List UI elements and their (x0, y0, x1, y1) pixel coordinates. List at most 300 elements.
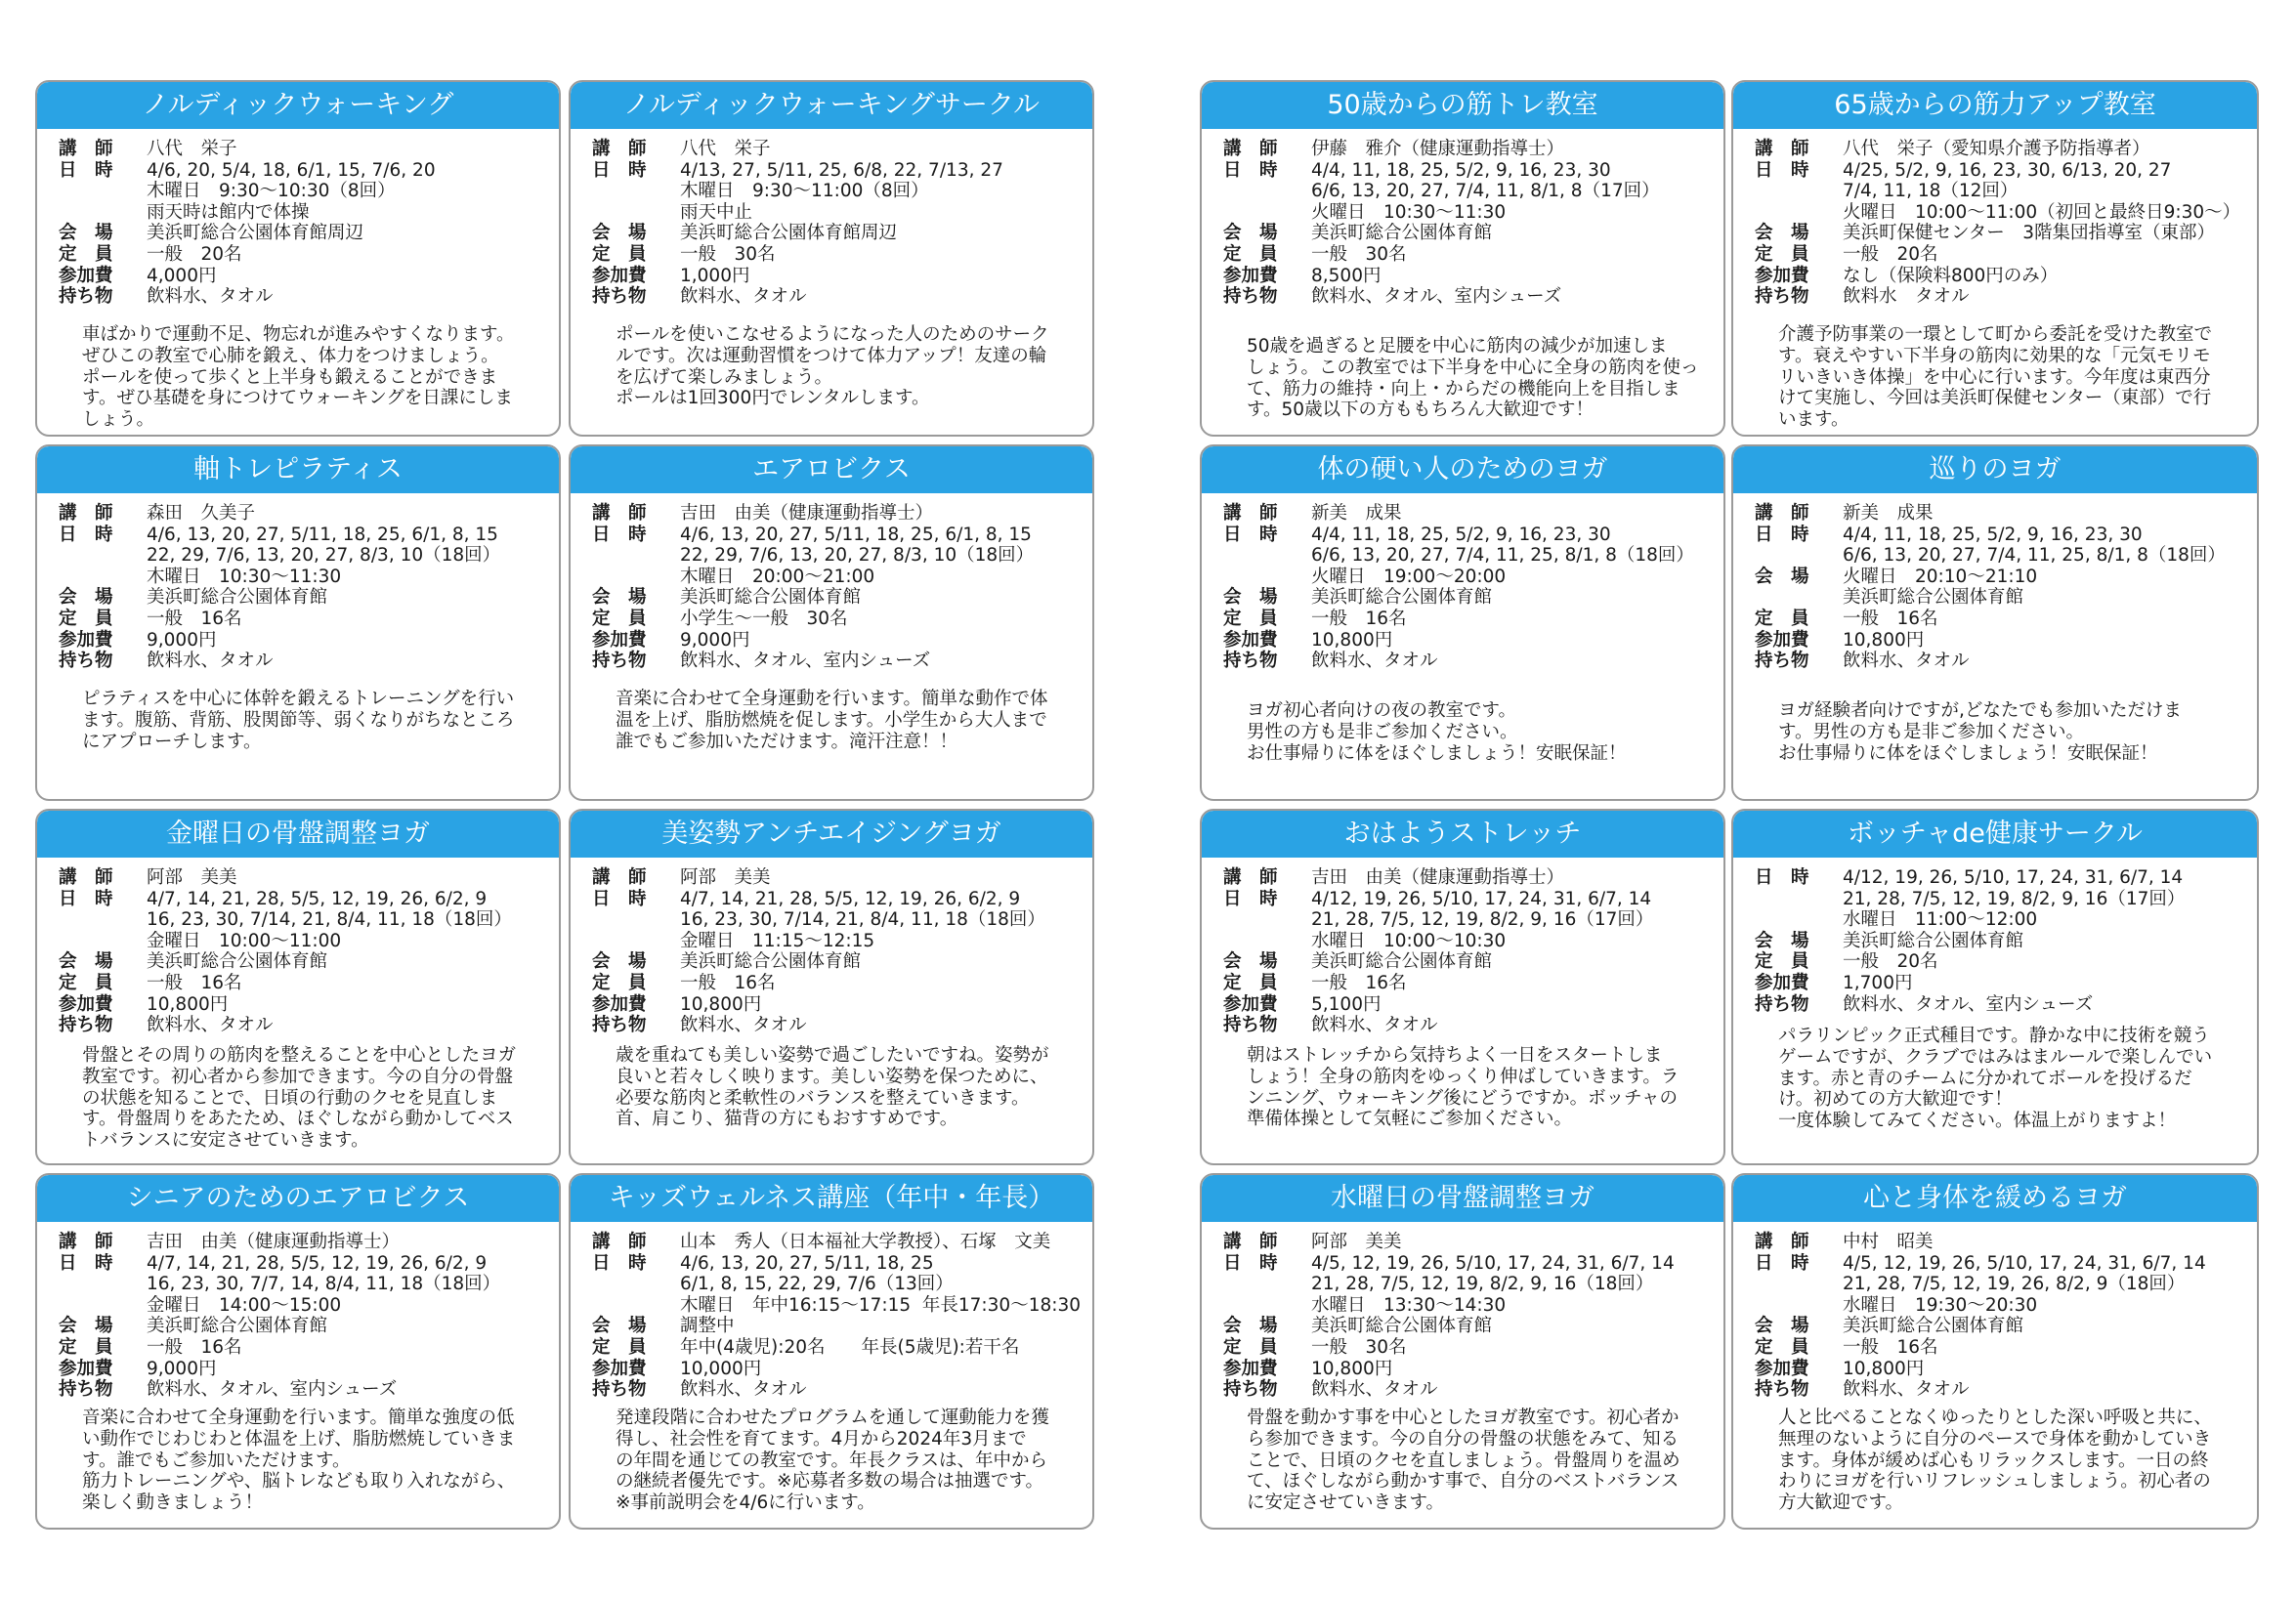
info-row (59, 244, 549, 266)
info-value: 飲料水 タオル (1843, 286, 1970, 308)
info-label: 会 場 (1223, 223, 1278, 244)
card-description: 車ばかりで運動不足、物忘れが進みやすくなります。 ぜひこの教室で心肺を鍛え、体力をつけましょう。 ポールを使って歩くと上半身も鍛えることができま す。ぜひ基礎を身につけてウォーキングを日課にしま しょう。 (82, 324, 515, 431)
info-label: 定 員 (1755, 608, 1809, 629)
info-value: 八代 栄子 (680, 139, 771, 159)
info-value: 新美 成果 (1311, 503, 1402, 524)
info-label: 持ち物 (1755, 993, 1809, 1015)
info-value: 調整中 (680, 1316, 735, 1337)
info-label: 講 師 (59, 503, 113, 524)
card-title: 金曜日の骨盤調整ヨガ (37, 811, 559, 858)
info-label: 持ち物 (1223, 1015, 1278, 1036)
info-row (592, 1359, 1083, 1380)
info-value: 10,800円 (1843, 629, 1925, 651)
info-value: 美浜町総合公園体育館周辺 (680, 223, 898, 244)
info-row (592, 867, 1083, 889)
info-value: 八代 栄子（愛知県介護予防指導者） (1843, 139, 2150, 159)
info-row (1223, 1337, 1714, 1359)
info-value: 5,100円 (1311, 993, 1382, 1015)
info-label: 定 員 (59, 608, 113, 629)
info-row (1755, 1359, 2247, 1380)
card-title: ボッチャde健康サークル (1733, 811, 2257, 858)
info-row (1755, 973, 2247, 994)
info-label: 講 師 (59, 867, 113, 888)
info-value: 美浜町総合公園体育館 (147, 587, 328, 609)
info-value: 一般 16名 (147, 608, 242, 629)
info-value: 10,800円 (1843, 1358, 1925, 1379)
info-row (59, 630, 549, 651)
info-rows (59, 867, 549, 1036)
info-value: 美浜町総合公園体育館 (1311, 223, 1493, 244)
info-label: 定 員 (1223, 243, 1278, 265)
info-rows (592, 139, 1083, 308)
info-row (592, 994, 1083, 1016)
card-title: 巡りのヨガ (1733, 446, 2257, 493)
info-label: 持ち物 (59, 1379, 113, 1401)
info-row (1223, 587, 1714, 609)
info-rows (1223, 503, 1714, 672)
info-label: 会 場 (592, 1316, 647, 1337)
info-row (59, 160, 549, 224)
card-description: ヨガ初心者向けの夜の教室です。 男性の方も是非ご参加ください。 お仕事帰りに体をほぐしましょう！安眠保証！ (1247, 700, 1627, 764)
info-row (1223, 630, 1714, 651)
info-value: 一般 20名 (1843, 243, 1938, 265)
info-value: 阿部 美美 (1311, 1232, 1402, 1252)
card-description: 歳を重ねても美しい姿勢で過ごしたいですね。姿勢が 良いと若々しく映ります。美しい姿勢を保つために、 必要な筋肉と柔軟性のバランスを整えていきます。 首、肩こり、猫背の方にもおすすめです。 (616, 1045, 1049, 1130)
card-description: ポールを使いこなせるようになった人のためのサーク ルです。次は運動習慣をつけて体力アップ！友達の輪 を広げて楽しみましょう。 ポールは1回300円でレンタルします。 (616, 324, 1049, 409)
info-label: 定 員 (1755, 951, 1809, 973)
info-label: 日 時 (59, 1252, 113, 1274)
info-row (1223, 889, 1714, 952)
info-value: 飲料水、タオル (1311, 1015, 1438, 1036)
info-row (592, 973, 1083, 994)
card-aerobics (569, 444, 1094, 801)
card-title: 美姿勢アンチエイジングヨガ (571, 811, 1092, 858)
info-value: 1,700円 (1843, 972, 1913, 993)
info-label: 会 場 (1223, 951, 1278, 973)
info-row (592, 503, 1083, 525)
info-value: 一般 20名 (1843, 951, 1938, 973)
info-row (1755, 1253, 2247, 1317)
info-row (1755, 160, 2247, 224)
info-label: 会 場 (59, 223, 113, 244)
card-description: 骨盤を動かす事を中心としたヨガ教室です。初心者か ら参加できます。今の自分の骨盤の状態をみて、知る ことで、日頃のクセを直しましょう。骨盤周りを温め て、ほぐしながら動かす事で、自分のベストバランス に安定させていきます。 (1247, 1408, 1680, 1514)
info-value: 4/25, 5/2, 9, 16, 23, 30, 6/13, 20, 27 7/4, 11, 18（12回） 火曜日 10:00〜11:00（初回と最終日9:30〜） (1843, 159, 2241, 223)
info-label: 持ち物 (1755, 286, 1809, 308)
info-row (1223, 1232, 1714, 1253)
info-value: 10,800円 (1311, 1358, 1393, 1379)
info-row (1223, 651, 1714, 672)
info-rows (592, 503, 1083, 672)
card-relax-yoga (1731, 1173, 2259, 1530)
info-rows (1755, 139, 2247, 308)
info-value: 飲料水、タオル (147, 286, 274, 308)
info-value: 10,800円 (1311, 629, 1393, 651)
info-row (1223, 244, 1714, 266)
info-label: 定 員 (592, 1336, 647, 1358)
card-description: 音楽に合わせて全身運動を行います。簡単な動作で体 温を上げ、脂肪燃焼を促します。小学生から大人まで 誰でもご参加いただけます。滝汗注意！！ (616, 689, 1048, 752)
info-label: 会 場 (59, 587, 113, 609)
info-label: 参加費 (1223, 629, 1278, 651)
info-label: 定 員 (59, 1336, 113, 1358)
info-rows (592, 1232, 1083, 1401)
info-label: 持ち物 (592, 286, 647, 308)
info-value: 吉田 由美（健康運動指導士） (680, 503, 934, 524)
info-value: 一般 16名 (1311, 608, 1407, 629)
info-row (592, 651, 1083, 672)
card-senior-aerobics (35, 1173, 561, 1530)
info-row (1223, 503, 1714, 525)
info-row (59, 1253, 549, 1317)
card-morning-stretch (1200, 809, 1725, 1165)
card-title: おはようストレッチ (1202, 811, 1723, 858)
info-label: 会 場 (59, 1316, 113, 1337)
info-label: 参加費 (1755, 1358, 1809, 1379)
info-value: 4/12, 19, 26, 5/10, 17, 24, 31, 6/7, 14 21, 28, 7/5, 12, 19, 8/2, 9, 16（17回） 水曜日 11:00〜12:00 (1843, 867, 2186, 931)
info-value: 美浜町総合公園体育館 (147, 1316, 328, 1337)
info-row (592, 223, 1083, 244)
info-value: 一般 16名 (1311, 972, 1407, 993)
info-label: 会 場 (1223, 587, 1278, 609)
info-value: 一般 16名 (680, 972, 776, 993)
info-row (1755, 1379, 2247, 1401)
info-label: 講 師 (592, 503, 647, 524)
info-row (1223, 139, 1714, 160)
info-value: 一般 30名 (1311, 243, 1407, 265)
info-row (1223, 1015, 1714, 1036)
card-description: 音楽に合わせて全身運動を行います。簡単な強度の低 い動作でじわじわと体温を上げ、脂肪燃焼していきま す。誰でもご参加いただけます。 筋力トレーニングや、脳トレなども取り入れながら、 楽しく動きましょう！ (82, 1408, 516, 1514)
info-value: 飲料水、タオル (1311, 651, 1438, 672)
info-value: 美浜町総合公園体育館 (1311, 951, 1493, 973)
info-row (1755, 867, 2247, 931)
info-row (592, 266, 1083, 287)
info-label: 参加費 (59, 1358, 113, 1379)
info-row (592, 889, 1083, 952)
info-value: 飲料水、タオル (147, 651, 274, 672)
info-value: 4/5, 12, 19, 26, 5/10, 17, 24, 31, 6/7, 14 21, 28, 7/5, 12, 19, 8/2, 9, 16（18回） 水曜日 13:30〜14:30 (1311, 1252, 1675, 1316)
info-value: 4/5, 12, 19, 26, 5/10, 17, 24, 31, 6/7, 14 21, 28, 7/5, 12, 19, 26, 8/2, 9（18回） 水曜日 19:30〜20:30 (1843, 1252, 2206, 1316)
info-label: 日 時 (1223, 888, 1278, 909)
info-label: 日 時 (59, 159, 113, 181)
info-label: 定 員 (1223, 972, 1278, 993)
info-value: 飲料水、タオル (680, 1379, 807, 1401)
card-title: シニアのためのエアロビクス (37, 1175, 559, 1222)
info-row (59, 1316, 549, 1337)
info-value: 4/6, 20, 5/4, 18, 6/1, 15, 7/6, 20 木曜日 9:30〜10:30（8回） 雨天時は館内で体操 (147, 159, 436, 223)
info-label: 日 時 (592, 159, 647, 181)
info-row (1223, 994, 1714, 1016)
info-value: 飲料水、タオル、室内シューズ (1311, 286, 1562, 308)
info-label: 講 師 (1223, 867, 1278, 888)
info-value: 飲料水、タオル、室内シューズ (680, 651, 931, 672)
info-row (59, 286, 549, 308)
info-value: 飲料水、タオル (1843, 1379, 1970, 1401)
info-label: 日 時 (1223, 524, 1278, 545)
info-label: 講 師 (592, 867, 647, 888)
card-description: 人と比べることなくゆったりとした深い呼吸と共に、 無理のないように自分のペースで身体を動かしていき ます。身体が緩めば心もリラックスします。一日の終 わりにヨガを行いリフレッシュしましょう。初心者の 方大歓迎です。 (1778, 1408, 2212, 1514)
info-row (59, 1359, 549, 1380)
info-row (592, 1232, 1083, 1253)
info-row (59, 587, 549, 609)
info-row (1223, 223, 1714, 244)
info-label: 会 場 (59, 951, 113, 973)
info-row (59, 1015, 549, 1036)
info-label: 定 員 (1755, 243, 1809, 265)
info-row (59, 503, 549, 525)
info-row (592, 1316, 1083, 1337)
info-value: 4/12, 19, 26, 5/10, 17, 24, 31, 6/7, 14 21, 28, 7/5, 12, 19, 8/2, 9, 16（17回） 水曜日 10:00〜10:30 (1311, 888, 1654, 951)
info-value: 美浜町総合公園体育館周辺 (147, 223, 364, 244)
card-title: 軸トレピラティス (37, 446, 559, 493)
info-row (592, 1337, 1083, 1359)
info-row (1755, 567, 2247, 609)
info-row (592, 139, 1083, 160)
info-value: なし（保険料800円のみ） (1843, 265, 2059, 286)
info-label: 日 時 (59, 524, 113, 545)
info-row (59, 266, 549, 287)
info-value: 山本 秀人（日本福祉大学教授）、石塚 文美 (680, 1232, 1051, 1252)
info-rows (1755, 1232, 2247, 1401)
info-label: 参加費 (59, 265, 113, 286)
info-label: 参加費 (1223, 1358, 1278, 1379)
info-value: 火曜日 20:10〜21:10 美浜町総合公園体育館 (1843, 566, 2038, 609)
info-label: 講 師 (1755, 1232, 1809, 1252)
info-label: 日 時 (592, 1252, 647, 1274)
info-value: 4/7, 14, 21, 28, 5/5, 12, 19, 26, 6/2, 9 16, 23, 30, 7/7, 14, 8/4, 11, 18（18回） 金曜日 14:00〜15:00 (147, 1252, 501, 1316)
card-description: ヨガ経験者向けですが,どなたでも参加いただけま す。男性の方も是非ご参加ください。 お仕事帰りに体をほぐしましょう！安眠保証！ (1778, 700, 2182, 764)
info-label: 参加費 (1755, 265, 1809, 286)
info-label: 日 時 (1223, 1252, 1278, 1274)
info-row (592, 525, 1083, 588)
info-rows (1755, 867, 2247, 1015)
info-label: 講 師 (1755, 503, 1809, 524)
info-label: 定 員 (1223, 608, 1278, 629)
card-boccia-circle (1731, 809, 2259, 1165)
card-description: 朝はストレッチから気持ちよく一日をスタートしま しょう！全身の筋肉をゆっくり伸ばしていきます。ラ ンニング、ウォーキング後にどうですか。ボッチャの 準備体操として気軽にご参加ください。 (1247, 1045, 1679, 1130)
info-row (1755, 139, 2247, 160)
info-label: 参加費 (592, 1358, 647, 1379)
info-value: 小学生〜一般 30名 (680, 608, 848, 629)
card-description: 介護予防事業の一環として町から委託を受けた教室で す。衰えやすい下半身の筋肉に効果的な「元気モリモ リいきいき体操」を中心に行います。今年度は東西分 けて実施し、今回は美浜町保健センター（東部）で行 います。 (1778, 324, 2213, 431)
info-label: 会 場 (1755, 1316, 1809, 1337)
info-value: 飲料水、タオル、室内シューズ (1843, 993, 2094, 1015)
info-row (1223, 609, 1714, 630)
info-row (1755, 931, 2247, 952)
info-value: 八代 栄子 (147, 139, 237, 159)
info-label: 持ち物 (59, 286, 113, 308)
info-value: 美浜町総合公園体育館 (1311, 1316, 1493, 1337)
info-value: 8,500円 (1311, 265, 1382, 286)
info-value: 飲料水、タオル (680, 286, 807, 308)
info-value: 飲料水、タオル (1311, 1379, 1438, 1401)
info-row (592, 1253, 1083, 1317)
info-label: 日 時 (1755, 159, 1809, 181)
info-value: 1,000円 (680, 265, 750, 286)
info-value: 9,000円 (147, 1358, 217, 1379)
info-label: 参加費 (592, 265, 647, 286)
info-row (1755, 651, 2247, 672)
info-value: 一般 16名 (1843, 608, 1938, 629)
info-label: 会 場 (592, 587, 647, 609)
info-value: 一般 16名 (147, 972, 242, 993)
info-label: 参加費 (1223, 993, 1278, 1015)
info-row (592, 244, 1083, 266)
card-strength-50 (1200, 80, 1725, 437)
info-label: 講 師 (592, 1232, 647, 1252)
info-row (1223, 286, 1714, 308)
info-row (592, 951, 1083, 973)
info-label: 参加費 (59, 993, 113, 1015)
info-value: 4/6, 13, 20, 27, 5/11, 18, 25, 6/1, 8, 15 22, 29, 7/6, 13, 20, 27, 8/3, 10（18回） 木曜日 20:00〜21:00 (680, 524, 1035, 587)
info-label: 参加費 (592, 629, 647, 651)
info-label: 日 時 (1755, 524, 1809, 545)
info-row (1223, 951, 1714, 973)
info-label: 講 師 (59, 1232, 113, 1252)
info-value: 美浜町総合公園体育館 (147, 951, 328, 973)
info-row (1755, 525, 2247, 567)
info-label: 定 員 (59, 243, 113, 265)
info-label: 講 師 (1223, 1232, 1278, 1252)
info-row (59, 1232, 549, 1253)
info-label: 講 師 (59, 139, 113, 159)
info-label: 会 場 (592, 223, 647, 244)
card-description: パラリンピック正式種目です。静かな中に技術を競う ゲームですが、クラブではみはまルールで楽しんでい ます。赤と青のチームに分かれてボールを投げるだ け。初めての方大歓迎です！ 一度体験してみてください。体温上がりますよ！ (1778, 1026, 2213, 1132)
info-value: 4/7, 14, 21, 28, 5/5, 12, 19, 26, 6/2, 9 16, 23, 30, 7/14, 21, 8/4, 11, 18（18回） 金曜日 10:00〜11:00 (147, 888, 512, 951)
info-value: 一般 30名 (680, 243, 776, 265)
info-value: 美浜町総合公園体育館 (1843, 1316, 2024, 1337)
card-kids-wellness (569, 1173, 1094, 1530)
card-description: 50歳を過ぎると足腰を中心に筋肉の減少が加速しま しょう。この教室では下半身を中心に全身の筋肉を使っ て、筋力の維持・向上・からだの機能向上を目指しま す。50歳以下の方ももちろん大歓迎です！ (1247, 336, 1699, 421)
info-label: 定 員 (592, 608, 647, 629)
card-description: ピラティスを中心に体幹を鍛えるトレーニングを行い ます。腹筋、背筋、股関節等、弱くなりがちなところ にアプローチします。 (82, 689, 515, 752)
info-label: 持ち物 (1223, 286, 1278, 308)
info-row (59, 994, 549, 1016)
info-value: 10,000円 (680, 1358, 762, 1379)
info-label: 持ち物 (592, 1379, 647, 1401)
info-label: 定 員 (1223, 1336, 1278, 1358)
info-value: 阿部 美美 (147, 867, 237, 888)
info-label: 講 師 (1223, 139, 1278, 159)
info-value: 美浜町総合公園体育館 (1843, 930, 2024, 951)
info-rows (59, 139, 549, 308)
info-value: 飲料水、タオル (1843, 651, 1970, 672)
info-value: 伊藤 雅介（健康運動指導士） (1311, 139, 1565, 159)
info-label: 会 場 (1755, 566, 1809, 587)
info-value: 一般 16名 (147, 1336, 242, 1358)
info-label: 定 員 (592, 972, 647, 993)
info-value: 飲料水、タオル (147, 1015, 274, 1036)
info-value: 一般 16名 (1843, 1336, 1938, 1358)
info-row (59, 951, 549, 973)
info-label: 日 時 (1755, 867, 1809, 888)
card-description: 発達段階に合わせたプログラムを通して運動能力を獲 得し、社会性を育てます。4月から2024年3月まで の年間を通じての教室です。年長クラスは、年中から の継続者優先です。※応募者多数の場合は抽選です。 ※事前説明会を4/6に行います。 (616, 1408, 1049, 1514)
info-row (59, 973, 549, 994)
info-value: 4/4, 11, 18, 25, 5/2, 9, 16, 23, 30 6/6, 13, 20, 27, 7/4, 11, 25, 8/1, 8（18回） 火曜日 19:00〜20:00 (1311, 524, 1694, 587)
info-value: 4,000円 (147, 265, 217, 286)
info-value: 新美 成果 (1843, 503, 1934, 524)
info-value: 9,000円 (147, 629, 217, 651)
info-label: 日 時 (1755, 1252, 1809, 1274)
card-title: エアロビクス (571, 446, 1092, 493)
info-rows (59, 503, 549, 672)
info-label: 会 場 (1223, 1316, 1278, 1337)
info-value: 中村 昭美 (1843, 1232, 1934, 1252)
info-value: 10,800円 (147, 993, 229, 1015)
card-title: ノルディックウォーキングサークル (571, 82, 1092, 129)
info-label: 定 員 (592, 243, 647, 265)
info-value: 阿部 美美 (680, 867, 771, 888)
info-row (592, 1015, 1083, 1036)
info-value: 9,000円 (680, 629, 750, 651)
info-row (1223, 266, 1714, 287)
info-label: 日 時 (1223, 159, 1278, 181)
info-row (1755, 994, 2247, 1016)
info-rows (1223, 867, 1714, 1036)
info-row (1223, 1316, 1714, 1337)
info-label: 持ち物 (1223, 651, 1278, 672)
info-value: 4/4, 11, 18, 25, 5/2, 9, 16, 23, 30 6/6, 13, 20, 27, 7/4, 11, 8/1, 8（17回） 火曜日 10:30〜11:30 (1311, 159, 1660, 223)
info-label: 参加費 (59, 629, 113, 651)
info-value: 飲料水、タオル、室内シューズ (147, 1379, 398, 1401)
info-row (59, 609, 549, 630)
info-label: 持ち物 (1755, 1379, 1809, 1401)
card-pilates (35, 444, 561, 801)
info-row (1223, 1379, 1714, 1401)
info-value: 美浜町総合公園体育館 (680, 587, 862, 609)
info-row (1755, 951, 2247, 973)
info-row (1223, 973, 1714, 994)
info-value: 森田 久美子 (147, 503, 256, 524)
info-label: 定 員 (1755, 1336, 1809, 1358)
info-row (1755, 266, 2247, 287)
info-rows (592, 867, 1083, 1036)
info-label: 日 時 (592, 524, 647, 545)
card-title: 65歳からの筋力アップ教室 (1733, 82, 2257, 129)
info-label: 日 時 (592, 888, 647, 909)
info-row (592, 286, 1083, 308)
info-label: 持ち物 (1223, 1379, 1278, 1401)
info-value: 10,800円 (680, 993, 762, 1015)
info-label: 講 師 (1223, 503, 1278, 524)
info-label: 持ち物 (59, 1015, 113, 1036)
info-label: 講 師 (592, 139, 647, 159)
info-row (592, 609, 1083, 630)
info-value: 美浜町総合公園体育館 (1311, 587, 1493, 609)
card-strength-65 (1731, 80, 2259, 437)
info-value: 美浜町総合公園体育館 (680, 951, 862, 973)
info-row (1755, 503, 2247, 525)
info-rows (1755, 503, 2247, 672)
info-label: 参加費 (1755, 629, 1809, 651)
card-yoga-stiff (1200, 444, 1725, 801)
info-row (1755, 244, 2247, 266)
info-row (59, 139, 549, 160)
info-label: 持ち物 (59, 651, 113, 672)
info-label: 持ち物 (1755, 651, 1809, 672)
card-title: 心と身体を緩めるヨガ (1733, 1175, 2257, 1222)
info-value: 一般 30名 (1311, 1336, 1407, 1358)
info-row (59, 867, 549, 889)
info-value: 吉田 由美（健康運動指導士） (1311, 867, 1565, 888)
info-row (1755, 1337, 2247, 1359)
card-title: ノルディックウォーキング (37, 82, 559, 129)
info-row (1755, 630, 2247, 651)
info-value: 4/7, 14, 21, 28, 5/5, 12, 19, 26, 6/2, 9 16, 23, 30, 7/14, 21, 8/4, 11, 18（18回） 金曜日 11:15〜12:15 (680, 888, 1045, 951)
info-value: 一般 20名 (147, 243, 242, 265)
info-row (1223, 1359, 1714, 1380)
card-friday-pelvic-yoga (35, 809, 561, 1165)
info-rows (1223, 1232, 1714, 1401)
info-row (59, 651, 549, 672)
